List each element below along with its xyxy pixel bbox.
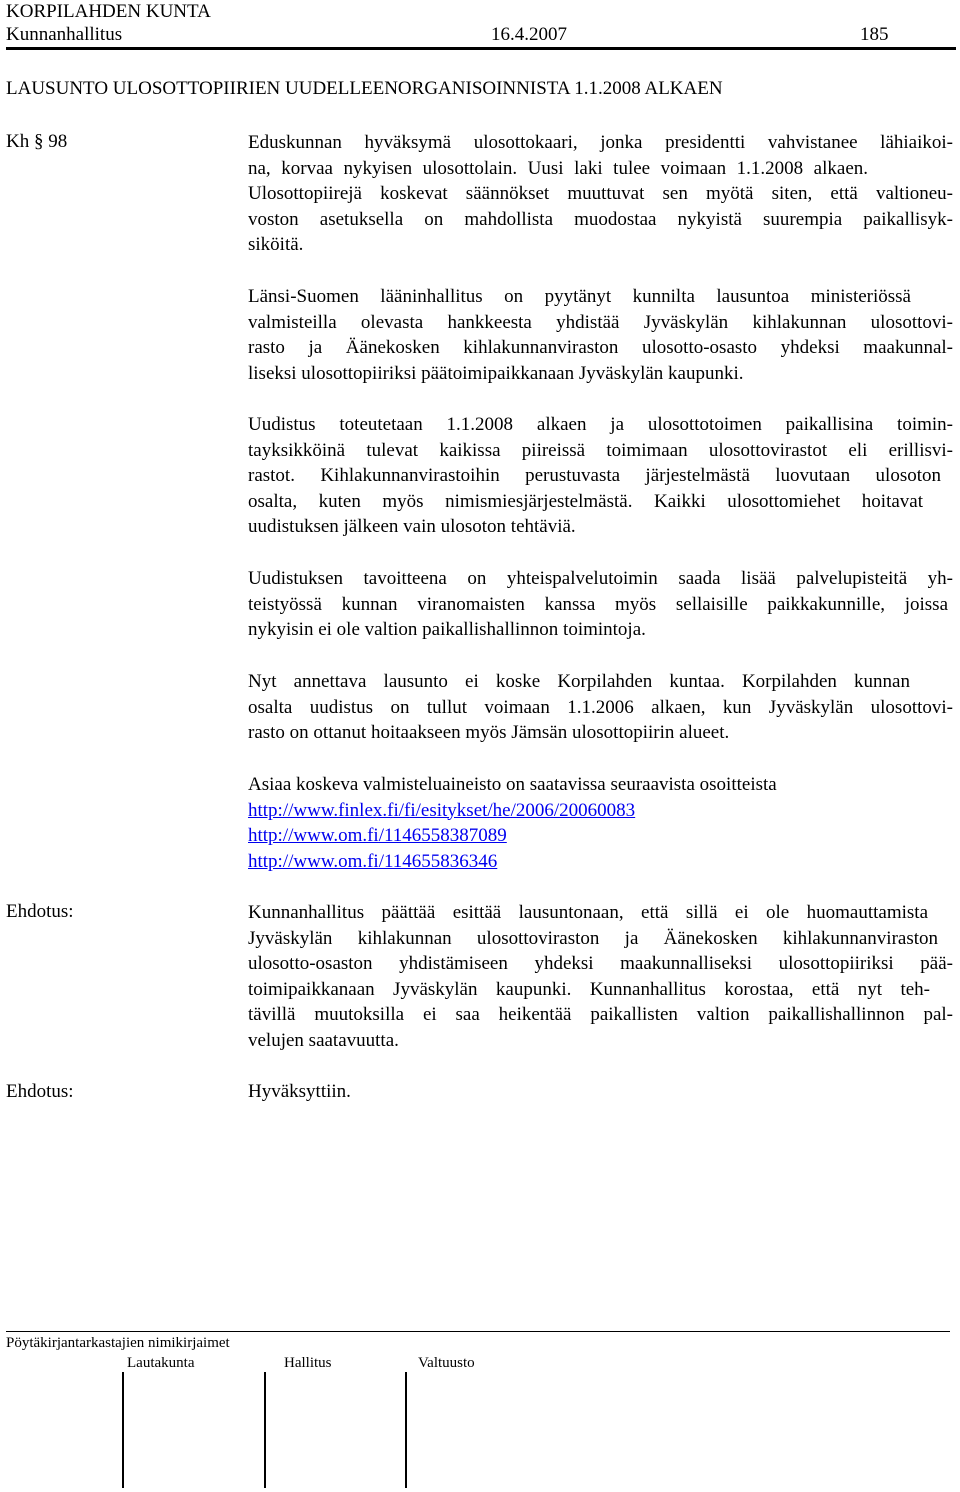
decision-text: Hyväksyttiin. xyxy=(248,1081,351,1102)
text-line: ulosotto-osaston yhdistämiseen yhdeksi maakunnalliseksi ulosottopiiriksi pää- xyxy=(248,953,953,974)
section-label: Kh § 98 xyxy=(6,131,68,152)
signature-box-divider xyxy=(264,1372,266,1488)
board-name: Kunnanhallitus xyxy=(6,24,123,45)
footer-column-valtuusto: Valtuusto xyxy=(418,1355,475,1371)
link-finlex[interactable]: http://www.finlex.fi/fi/esitykset/he/2006/20060083 xyxy=(248,799,636,821)
text-line: rastot. Kihlakunnanvirastoihin perustuvasta järjestelmästä luovutaan ulosoton xyxy=(248,465,941,486)
text-line: nykyisin ei ole valtion paikallishallinnon toimintoja. xyxy=(248,619,646,640)
text-line: Uudistuksen tavoitteena on yhteispalvelutoimin saada lisää palvelupisteitä yh- xyxy=(248,568,953,589)
text-line: tayksikköinä tulevat kaikissa piireissä toimimaan ulosottovirastot eli erillisvi- xyxy=(248,439,953,461)
link-om-2[interactable]: http://www.om.fi/114655836346 xyxy=(248,850,498,872)
materials-section xyxy=(248,772,953,874)
text-line: velujen saatavuutta. xyxy=(248,1029,399,1051)
text-line: Eduskunnan hyväksymä ulosottokaari, jonka presidentti vahvistanee lähiaikoi- xyxy=(248,132,953,153)
paragraph-2 xyxy=(248,284,953,386)
text-line: osalta uudistus on tullut voimaan 1.1.2006 alkaen, kun Jyväskylän ulosottovi- xyxy=(248,696,953,718)
document-title: LAUSUNTO ULOSOTTOPIIRIEN UUDELLEENORGANISOINNISTA 1.1.2008 ALKAEN xyxy=(6,78,723,99)
text-line: Uudistus toteutetaan 1.1.2008 alkaen ja ulosottotoimen paikallisina toimin- xyxy=(248,414,953,435)
municipality-name: KORPILAHDEN KUNTA xyxy=(6,1,211,22)
text-line: rasto on ottanut hoitaakseen myös Jämsän ulosottopiirin alueet. xyxy=(248,722,730,743)
paragraph-3 xyxy=(248,412,953,540)
paragraph-1 xyxy=(248,130,953,258)
link-om-1[interactable]: http://www.om.fi/1146558387089 xyxy=(248,825,507,846)
footer-column-lautakunta: Lautakunta xyxy=(127,1355,195,1371)
materials-intro: Asiaa koskeva valmisteluaineisto on saatavissa seuraavista osoitteista xyxy=(248,774,777,795)
header-divider xyxy=(6,47,956,50)
text-line: rasto ja Äänekosken kihlakunnanviraston ulosotto-osasto yhdeksi maakunnal- xyxy=(248,337,953,358)
page-number: 185 xyxy=(860,24,889,45)
meeting-date: 16.4.2007 xyxy=(491,24,567,45)
signature-box-divider xyxy=(122,1372,124,1488)
text-line: siköitä. xyxy=(248,234,304,255)
paragraph-5 xyxy=(248,669,953,746)
proposal-text xyxy=(248,900,953,1053)
text-line: Nyt annettava lausunto ei koske Korpilahden kuntaa. Korpilahden kunnan xyxy=(248,671,910,692)
text-line: teistyössä kunnan viranomaisten kanssa myös sellaisille paikkakunnille, joissa xyxy=(248,593,948,615)
text-line: Jyväskylän kihlakunnan ulosottoviraston ja Äänekosken kihlakunnanviraston xyxy=(248,927,938,949)
text-line: liseksi ulosottopiiriksi päätoimipaikkanaan Jyväskylän kaupunki. xyxy=(248,362,744,384)
text-line: osalta, kuten myös nimismiesjärjestelmästä. Kaikki ulosottomiehet hoitavat xyxy=(248,490,923,512)
proposal-label: Ehdotus: xyxy=(6,901,74,922)
paragraph-4 xyxy=(248,566,953,643)
text-line: tävillä muutoksilla ei saa heikentää paikallisten valtion paikallishallinnon pal- xyxy=(248,1004,953,1025)
decision-label: Ehdotus: xyxy=(6,1081,74,1102)
text-line: Kunnanhallitus päättää esittää lausuntonaan, että sillä ei ole huomauttamista xyxy=(248,902,928,923)
text-line: na, korvaa nykyisen ulosottolain. Uusi laki tulee voimaan 1.1.2008 alkaen. xyxy=(248,157,868,179)
text-line: uudistuksen jälkeen vain ulosoton tehtäviä. xyxy=(248,516,576,537)
text-line: Länsi-Suomen lääninhallitus on pyytänyt kunnilta lausuntoa ministeriössä xyxy=(248,286,911,307)
text-line: voston asetuksella on mahdollista muodostaa nykyistä suurempia paikallisyk- xyxy=(248,208,953,230)
footer-divider xyxy=(6,1331,950,1332)
footer-column-hallitus: Hallitus xyxy=(284,1355,332,1371)
text-line: valmisteilla olevasta hankkeesta yhdistää Jyväskylän kihlakunnan ulosottovi- xyxy=(248,311,953,333)
text-line: toimipaikkanaan Jyväskylän kaupunki. Kunnanhallitus korostaa, että nyt teh- xyxy=(248,978,930,1000)
footer-caption: Pöytäkirjantarkastajien nimikirjaimet xyxy=(6,1335,230,1351)
text-line: Ulosottopiirejä koskevat säännökset muuttuvat sen myötä siten, että valtioneu- xyxy=(248,183,953,204)
signature-box-divider xyxy=(405,1372,407,1488)
